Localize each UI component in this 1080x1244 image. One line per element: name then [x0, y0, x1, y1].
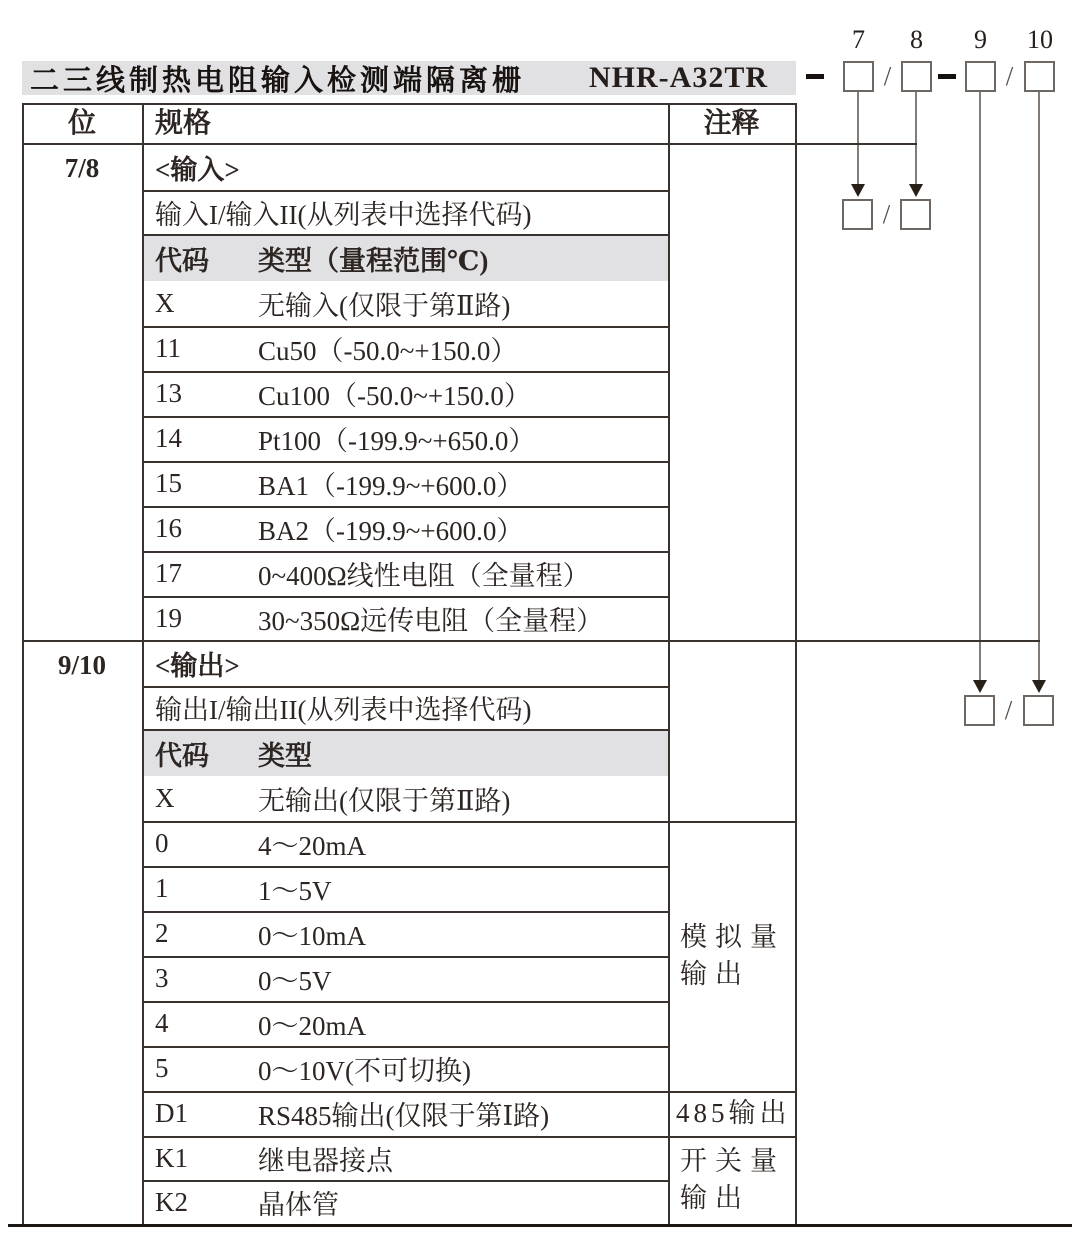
row-code: 16	[155, 513, 182, 543]
digit-10: 10	[1027, 25, 1053, 54]
drop-line-10	[1038, 92, 1040, 680]
table-row	[142, 1046, 668, 1091]
row-type: 0~400Ω线性电阻（全量程）	[258, 561, 590, 591]
col-header-code: 代码	[155, 246, 209, 276]
code-box-9	[965, 61, 996, 92]
input-subheading	[142, 190, 681, 234]
dash-connector	[806, 74, 824, 79]
digit-7: 7	[852, 25, 865, 54]
col-header-type: 类型（量程范围℃)	[258, 246, 489, 276]
table-row	[142, 506, 668, 551]
table-border-right	[795, 103, 797, 1226]
row-code: 17	[155, 558, 182, 588]
table-row	[142, 551, 668, 596]
row-code: 2	[155, 918, 169, 948]
bit-label-78: 7/8	[64, 153, 100, 183]
subheading-text: 输入I/输入II(从列表中选择代码)	[155, 199, 532, 230]
row-type: 无输入(仅限于第Ⅱ路)	[258, 291, 511, 321]
table-row	[142, 821, 668, 866]
row-type: 无输出(仅限于第Ⅱ路)	[258, 786, 511, 816]
section-heading-text: <输入>	[155, 154, 240, 185]
table-row	[142, 776, 668, 821]
row-code: 19	[155, 602, 182, 633]
code-box-7	[843, 61, 874, 92]
section-heading-text: <输出>	[155, 651, 240, 681]
table-row	[142, 1136, 668, 1180]
row-code: 4	[155, 1008, 169, 1038]
table-row	[142, 461, 668, 506]
row-code: 15	[155, 468, 182, 498]
output-section-heading	[142, 641, 681, 686]
table-row	[142, 1091, 668, 1136]
row-code: 11	[155, 333, 181, 363]
row-type: 晶体管	[258, 1189, 339, 1220]
note-line: 开关量	[680, 1146, 785, 1176]
drop-line-8	[915, 92, 917, 184]
row-code: X	[155, 783, 175, 813]
code-box-10	[1024, 61, 1055, 92]
output-subheading	[142, 686, 681, 729]
note-switch-output	[668, 1136, 795, 1224]
slash-separator: /	[1004, 695, 1013, 725]
slash-separator: /	[882, 199, 891, 229]
row-code: K1	[155, 1142, 188, 1173]
dash-connector	[938, 74, 956, 79]
arrow-down-icon	[1032, 680, 1046, 693]
header-bit: 位	[67, 108, 96, 139]
table-row	[142, 1180, 668, 1224]
input-code-box-I	[842, 199, 873, 230]
row-type: 1～5V	[258, 876, 332, 906]
model-code: NHR-A32TR	[589, 61, 768, 94]
col-header-type: 类型	[258, 741, 312, 771]
bit-label-910: 9/10	[57, 650, 106, 680]
arrow-down-icon	[973, 680, 987, 693]
row-type: 4～20mA	[258, 831, 366, 861]
digit-8: 8	[910, 25, 923, 54]
slash-separator: /	[883, 61, 892, 91]
row-code: 0	[155, 828, 169, 858]
row-type: Cu50（-50.0~+150.0）	[258, 336, 518, 366]
row-type: 0～10mA	[258, 921, 366, 951]
table-row	[142, 371, 668, 416]
arrow-down-icon	[909, 184, 923, 197]
code-box-8	[901, 61, 932, 92]
output-code-box-II	[1023, 695, 1054, 726]
input-code-box-II	[900, 199, 931, 230]
row-type: 30~350Ω远传电阻（全量程）	[258, 605, 604, 636]
input-code-header-row	[142, 236, 668, 281]
row-code: X	[155, 288, 175, 318]
row-type: 继电器接点	[258, 1145, 393, 1176]
page-bottom-rule	[8, 1224, 1072, 1227]
header-spec: 规格	[155, 108, 212, 139]
row-type: Pt100（-199.9~+650.0）	[258, 426, 536, 456]
output-code-box-I	[964, 695, 995, 726]
table-row	[142, 326, 668, 371]
subheading-text: 输出I/输出II(从列表中选择代码)	[155, 695, 532, 725]
table-row	[142, 281, 668, 326]
row-type: BA2（-199.9~+600.0）	[258, 516, 524, 546]
row-type: 0～5V	[258, 966, 332, 996]
table-row	[142, 911, 668, 956]
row-type: BA1（-199.9~+600.0）	[258, 471, 524, 501]
row-code: 5	[155, 1053, 169, 1083]
note-485-output: 485输出	[676, 1098, 791, 1128]
title-bar	[22, 61, 796, 95]
row-code: K2	[155, 1186, 188, 1217]
slash-separator: /	[1005, 61, 1014, 91]
table-row	[142, 1001, 668, 1046]
header-note: 注释	[703, 108, 760, 139]
drop-line-9	[979, 92, 981, 680]
note-line: 模拟量	[680, 922, 785, 952]
note-line: 输出	[680, 959, 750, 989]
row-code: 13	[155, 378, 182, 408]
row-code: 1	[155, 873, 169, 903]
output-code-header-row	[142, 731, 668, 776]
row-code: 3	[155, 963, 169, 993]
row-type: Cu100（-50.0~+150.0）	[258, 381, 531, 411]
table-row	[142, 416, 668, 461]
drop-line-7	[857, 92, 859, 184]
page-title: 二三线制热电阻输入检测端隔离栅	[30, 64, 526, 97]
row-code: 14	[155, 423, 182, 453]
arrow-down-icon	[851, 184, 865, 197]
table-row	[142, 956, 668, 1001]
col-header-code: 代码	[155, 741, 209, 771]
table-row	[142, 866, 668, 911]
row-type: RS485输出(仅限于第Ⅰ路)	[258, 1101, 550, 1131]
note-analog-output	[668, 821, 795, 1091]
row-type: 0～20mA	[258, 1011, 366, 1041]
input-section-heading	[142, 144, 681, 190]
table-row	[142, 596, 668, 640]
note-line: 输出	[680, 1183, 750, 1213]
row-code: D1	[155, 1098, 188, 1128]
digit-9: 9	[974, 25, 987, 54]
row-type: 0～10V(不可切换)	[258, 1056, 471, 1086]
